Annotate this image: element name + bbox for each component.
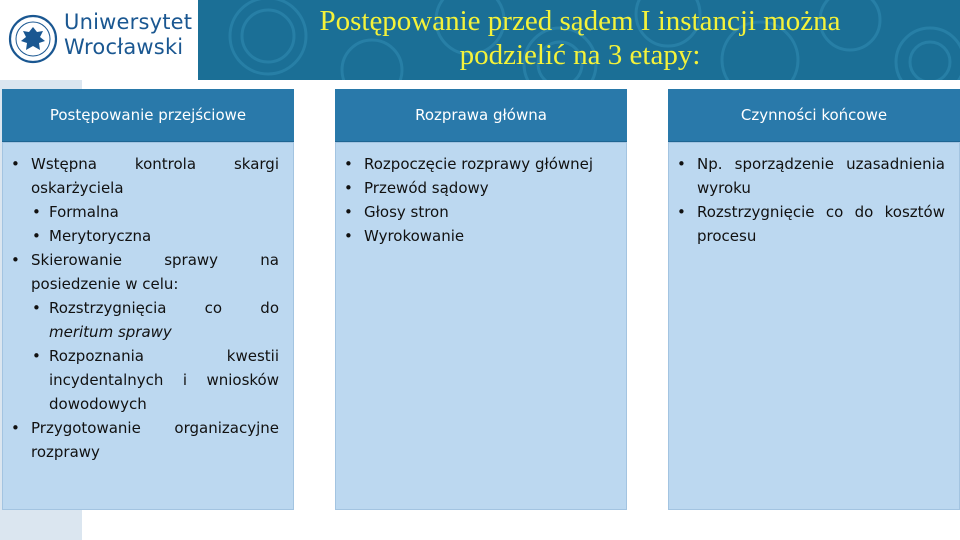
list-item: • Wstępna kontrola skargi oskarżyciela (11, 155, 279, 197)
list-subitem: • Rozstrzygnięcia co do meritum sprawy (32, 299, 279, 341)
column-rozprawa-glowna (335, 89, 627, 510)
university-name (64, 10, 192, 60)
column-header: Postępowanie przejściowe (2, 89, 294, 142)
university-logo (0, 0, 198, 80)
university-line1: Uniwersytet (64, 10, 193, 34)
column-postepowanie-przejsciowe (2, 89, 294, 510)
list-item: • Przygotowanie organizacyjne rozprawy (11, 419, 279, 461)
list-subitem: • Formalna (32, 203, 119, 221)
list-item: • Skierowanie sprawy na posiedzenie w celu: (11, 251, 279, 293)
list-subitem: • Rozpoznania kwestii incydentalnych i wniosków dowodowych (32, 347, 279, 413)
column-czynnosci-koncowe (668, 89, 960, 510)
slide-title (205, 4, 955, 72)
list-item: • Rozstrzygnięcie co do kosztów procesu (677, 203, 945, 245)
list-item: • Przewód sądowy (344, 179, 489, 197)
header-banner (0, 0, 960, 80)
list-subitem: • Merytoryczna (32, 227, 152, 245)
column-body (2, 142, 294, 510)
column-header: Rozprawa główna (335, 89, 627, 142)
list-item: • Wyrokowanie (344, 227, 465, 245)
list-item: • Głosy stron (344, 203, 449, 221)
emblem-icon (0, 0, 64, 80)
university-line2: Wrocławski (64, 35, 184, 59)
column-body (668, 142, 960, 510)
title-line2: podzielić na 3 etapy: (459, 39, 701, 71)
column-header: Czynności końcowe (668, 89, 960, 142)
title-line1: Postępowanie przed sądem I instancji można (319, 5, 841, 37)
list-item: • Np. sporządzenie uzasadnienia wyroku (677, 155, 945, 197)
column-body (335, 142, 627, 510)
list-item: • Rozpoczęcie rozprawy głównej (344, 155, 594, 173)
